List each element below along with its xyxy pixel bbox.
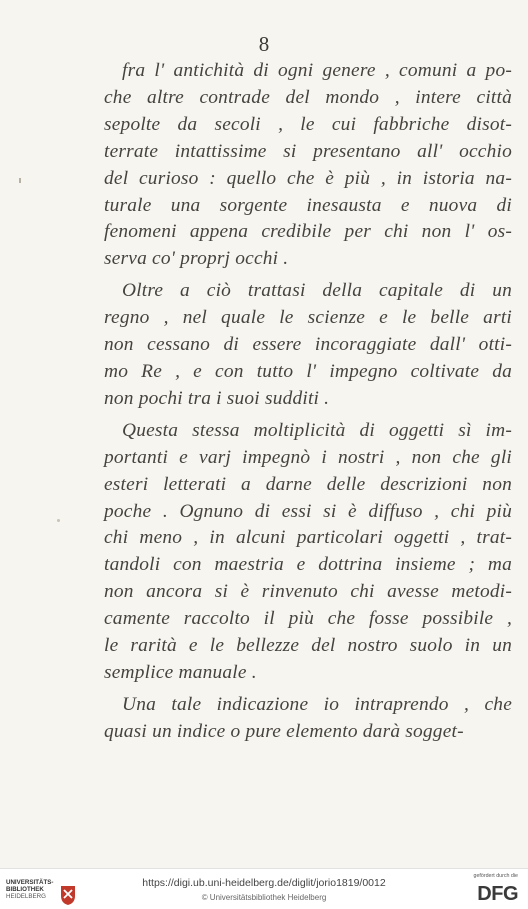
text-line: sepolte da secoli , le cui fabbriche disot- bbox=[104, 113, 512, 135]
dfg-caption: gefördert durch die bbox=[473, 873, 518, 879]
page-number: 8 bbox=[258, 32, 270, 56]
text-line: le rarità e le bellezze del nostro suolo in un bbox=[104, 635, 512, 657]
page-url-link[interactable]: https://digi.ub.uni-heidelberg.de/diglit/jorio1819/0012 bbox=[142, 877, 386, 889]
text-line: camente raccolto il più che fosse possibile , bbox=[104, 608, 512, 630]
text-line: del curioso : quello che è più , in istoria na- bbox=[104, 167, 512, 189]
text-line: fra l' antichità di ogni genere , comuni a po- bbox=[122, 60, 512, 81]
body-text bbox=[104, 58, 512, 746]
text-line: non pochi tra i suoi sudditi . bbox=[104, 387, 330, 409]
text-line: Oltre a ciò trattasi della capitale di un bbox=[122, 280, 512, 302]
text-line: non cessano di essere incoraggiate dall' otti- bbox=[104, 334, 512, 356]
text-line: tandoli con maestria e dottrina insieme ; ma bbox=[104, 554, 512, 576]
text-line: portanti e varj impegnò i nostri , non che gli bbox=[104, 446, 512, 468]
text-line: semplice manuale . bbox=[104, 661, 257, 683]
text-line: chi meno , in alcuni particolari oggetti , trat- bbox=[104, 527, 512, 549]
viewer-footer bbox=[0, 868, 528, 909]
text-line: terrate intattissime si presentano all' occhio bbox=[104, 140, 512, 162]
text-line: Una tale indicazione io intraprendo , che bbox=[122, 693, 512, 715]
text-line: fenomeni appena credibile per chi non l' os- bbox=[104, 221, 512, 243]
library-name-line3: HEIDELBERG bbox=[6, 893, 46, 900]
text-line: non ancora si è rinvenuto chi avesse metodi- bbox=[104, 581, 512, 603]
margin-mark bbox=[19, 178, 21, 183]
text-line: mo Re , e con tutto l' impegno coltivate da bbox=[104, 360, 512, 382]
margin-speck bbox=[57, 519, 60, 522]
text-line: poche . Ognuno di essi si è diffuso , chi più bbox=[104, 500, 512, 522]
library-name-line2: BIBLIOTHEK bbox=[6, 886, 44, 893]
library-name-line1: UNIVERSITÄTS- bbox=[6, 879, 54, 886]
text-line: che altre contrade del mondo , intere città bbox=[104, 86, 512, 108]
text-line: quasi un indice o pure elemento darà sogget- bbox=[104, 720, 464, 742]
text-line: serva co' proprj occhi . bbox=[104, 248, 289, 270]
text-line: regno , nel quale le scienze e le belle arti bbox=[104, 307, 512, 329]
text-line: esteri letterati a darne delle descrizioni non bbox=[104, 473, 512, 495]
dfg-logo-block bbox=[462, 873, 518, 905]
copyright-notice: © Universitätsbibliothek Heidelberg bbox=[201, 893, 327, 902]
text-line: turale una sorgente inesausta e nuova di bbox=[104, 194, 512, 216]
text-line: Questa stessa moltiplicità di oggetti sì im- bbox=[122, 419, 512, 441]
dfg-logo: DFG bbox=[477, 883, 518, 905]
